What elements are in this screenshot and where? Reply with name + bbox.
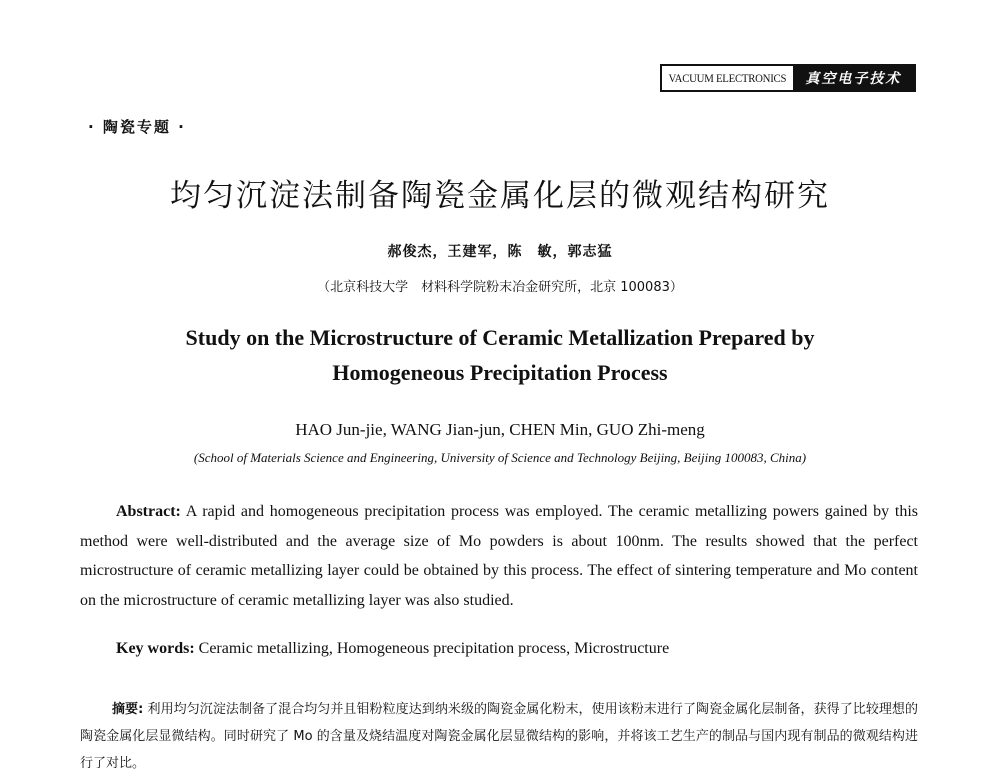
keywords-en-text: Ceramic metallizing, Homogeneous precipitation process, Microstructure xyxy=(198,640,670,657)
title-en xyxy=(0,320,1000,390)
journal-header xyxy=(660,64,916,92)
abstract-en-text: A rapid and homogeneous precipitation process was employed. The ceramic metallizing powers gained by this method were well-distributed and the average size of Mo powders is about 100nm. The results showed that the perfect microstructure of ceramic metallizing layer could be obtained by this process. The effect of sintering temperature and Mo content on the microstructure of ceramic metallizing layer was also studied. xyxy=(80,503,918,609)
abstract-cn xyxy=(80,696,918,777)
abstract-cn-label: 摘要: xyxy=(112,702,144,717)
affiliation-cn: （北京科技大学 材料科学院粉末冶金研究所，北京 100083） xyxy=(317,280,683,295)
journal-name-cn: 真空电子技术 xyxy=(793,66,914,90)
title-en-line1: Study on the Microstructure of Ceramic Metallization Prepared by xyxy=(185,325,815,350)
authors-en: HAO Jun-jie, WANG Jian-jun, CHEN Min, GUO Zhi-meng xyxy=(295,420,705,439)
abstract-en xyxy=(80,497,918,615)
abstract-en-label: Abstract: xyxy=(116,503,181,520)
title-en-line2: Homogeneous Precipitation Process xyxy=(332,360,668,385)
section-tag: · 陶瓷专题 · xyxy=(88,118,186,136)
keywords-en-label: Key words: xyxy=(116,640,195,657)
abstract-cn-text: 利用均匀沉淀法制备了混合均匀并且钼粉粒度达到纳米级的陶瓷金属化粉末，使用该粉末进行了陶瓷金属化层制备，获得了比较理想的陶瓷金属化层显微结构。同时研究了 Mo 的含量及烧结温度对陶瓷金属化层显微结构的影响，并将该工艺生产的制品与国内现有制品的微观结构进行了对比。 xyxy=(80,702,918,771)
affiliation-en: (School of Materials Science and Engineering, University of Science and Technology Beijing, Beijing 100083, China) xyxy=(193,450,807,465)
authors-cn: 郝俊杰，王建军，陈 敏，郭志猛 xyxy=(387,244,613,260)
journal-name-en: VACUUM ELECTRONICS xyxy=(668,70,787,85)
title-cn: 均匀沉淀法制备陶瓷金属化层的微观结构研究 xyxy=(170,178,830,214)
keywords-en xyxy=(116,640,916,658)
